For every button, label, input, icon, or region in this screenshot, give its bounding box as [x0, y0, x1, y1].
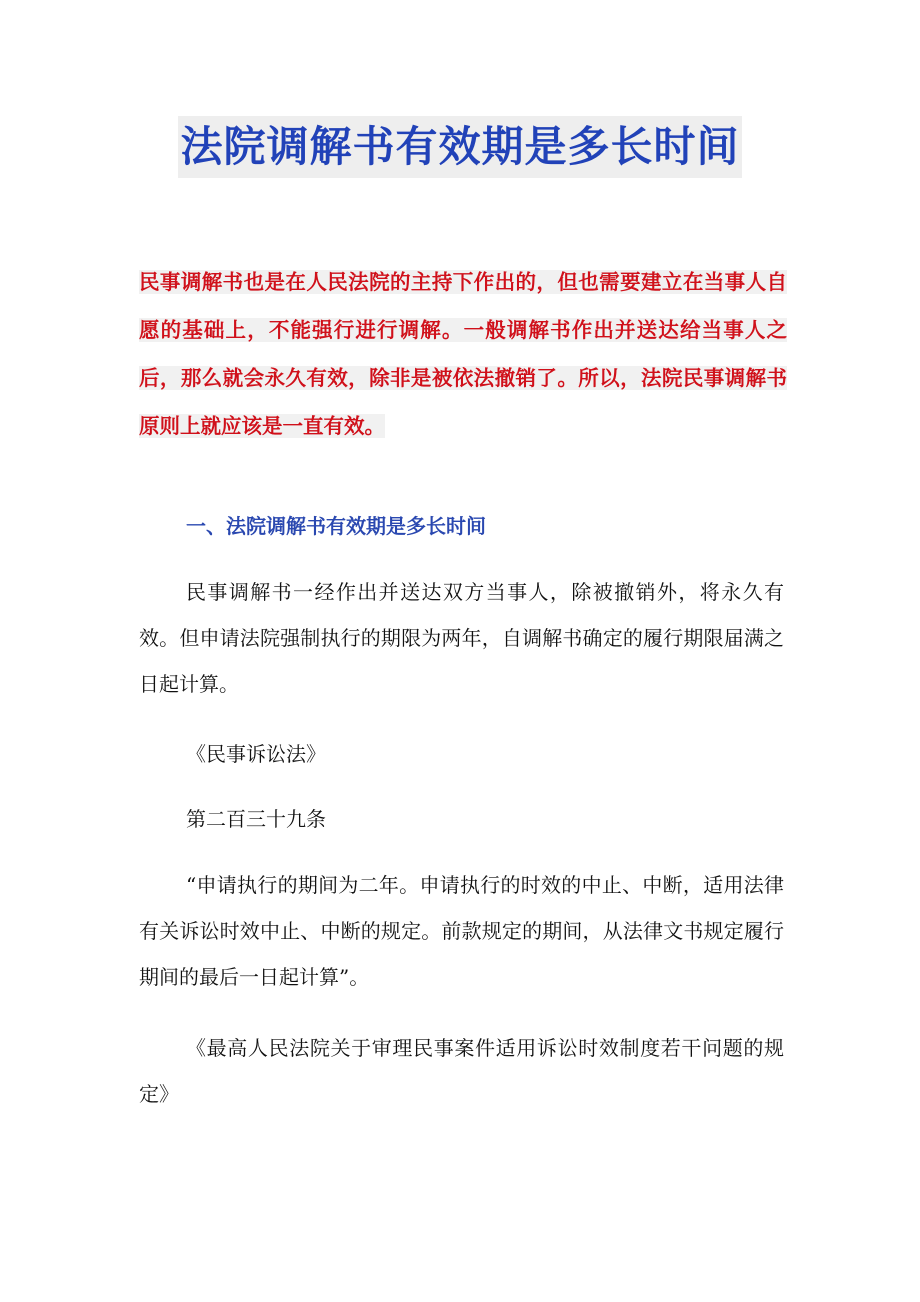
body-paragraph-validity: 民事调解书一经作出并送达双方当事人，除被撤销外，将永久有效。但申请法院强制执行的期限为两年，自调解书确定的履行期限届满之日起计算。 [139, 580, 784, 696]
body-paragraph-law-citation: 《民事诉讼法》 [186, 742, 326, 766]
summary-paragraph [139, 258, 787, 450]
body-paragraph-article-quote: “申请执行的期间为二年。申请执行的时效的中止、中断，适用法律有关诉讼时效中止、中断的规定。前款规定的期间，从法律文书规定履行期间的最后一日起计算”。 [139, 873, 784, 989]
page-title-container [0, 116, 920, 178]
body-paragraph-regulation-citation: 《最高人民法院关于审理民事案件适用诉讼时效制度若干问题的规定》 [139, 1036, 784, 1106]
section-heading: 一、法院调解书有效期是多长时间 [186, 514, 486, 538]
summary-text: 民事调解书也是在人民法院的主持下作出的，但也需要建立在当事人自愿的基础上，不能强行进行调解。一般调解书作出并送达给当事人之后，那么就会永久有效，除非是被依法撤销了。所以，法院民事调解书原则上就应该是一直有效。 [139, 270, 787, 438]
body-paragraph-article-number: 第二百三十九条 [186, 807, 326, 831]
page-title: 法院调解书有效期是多长时间 [178, 116, 741, 178]
